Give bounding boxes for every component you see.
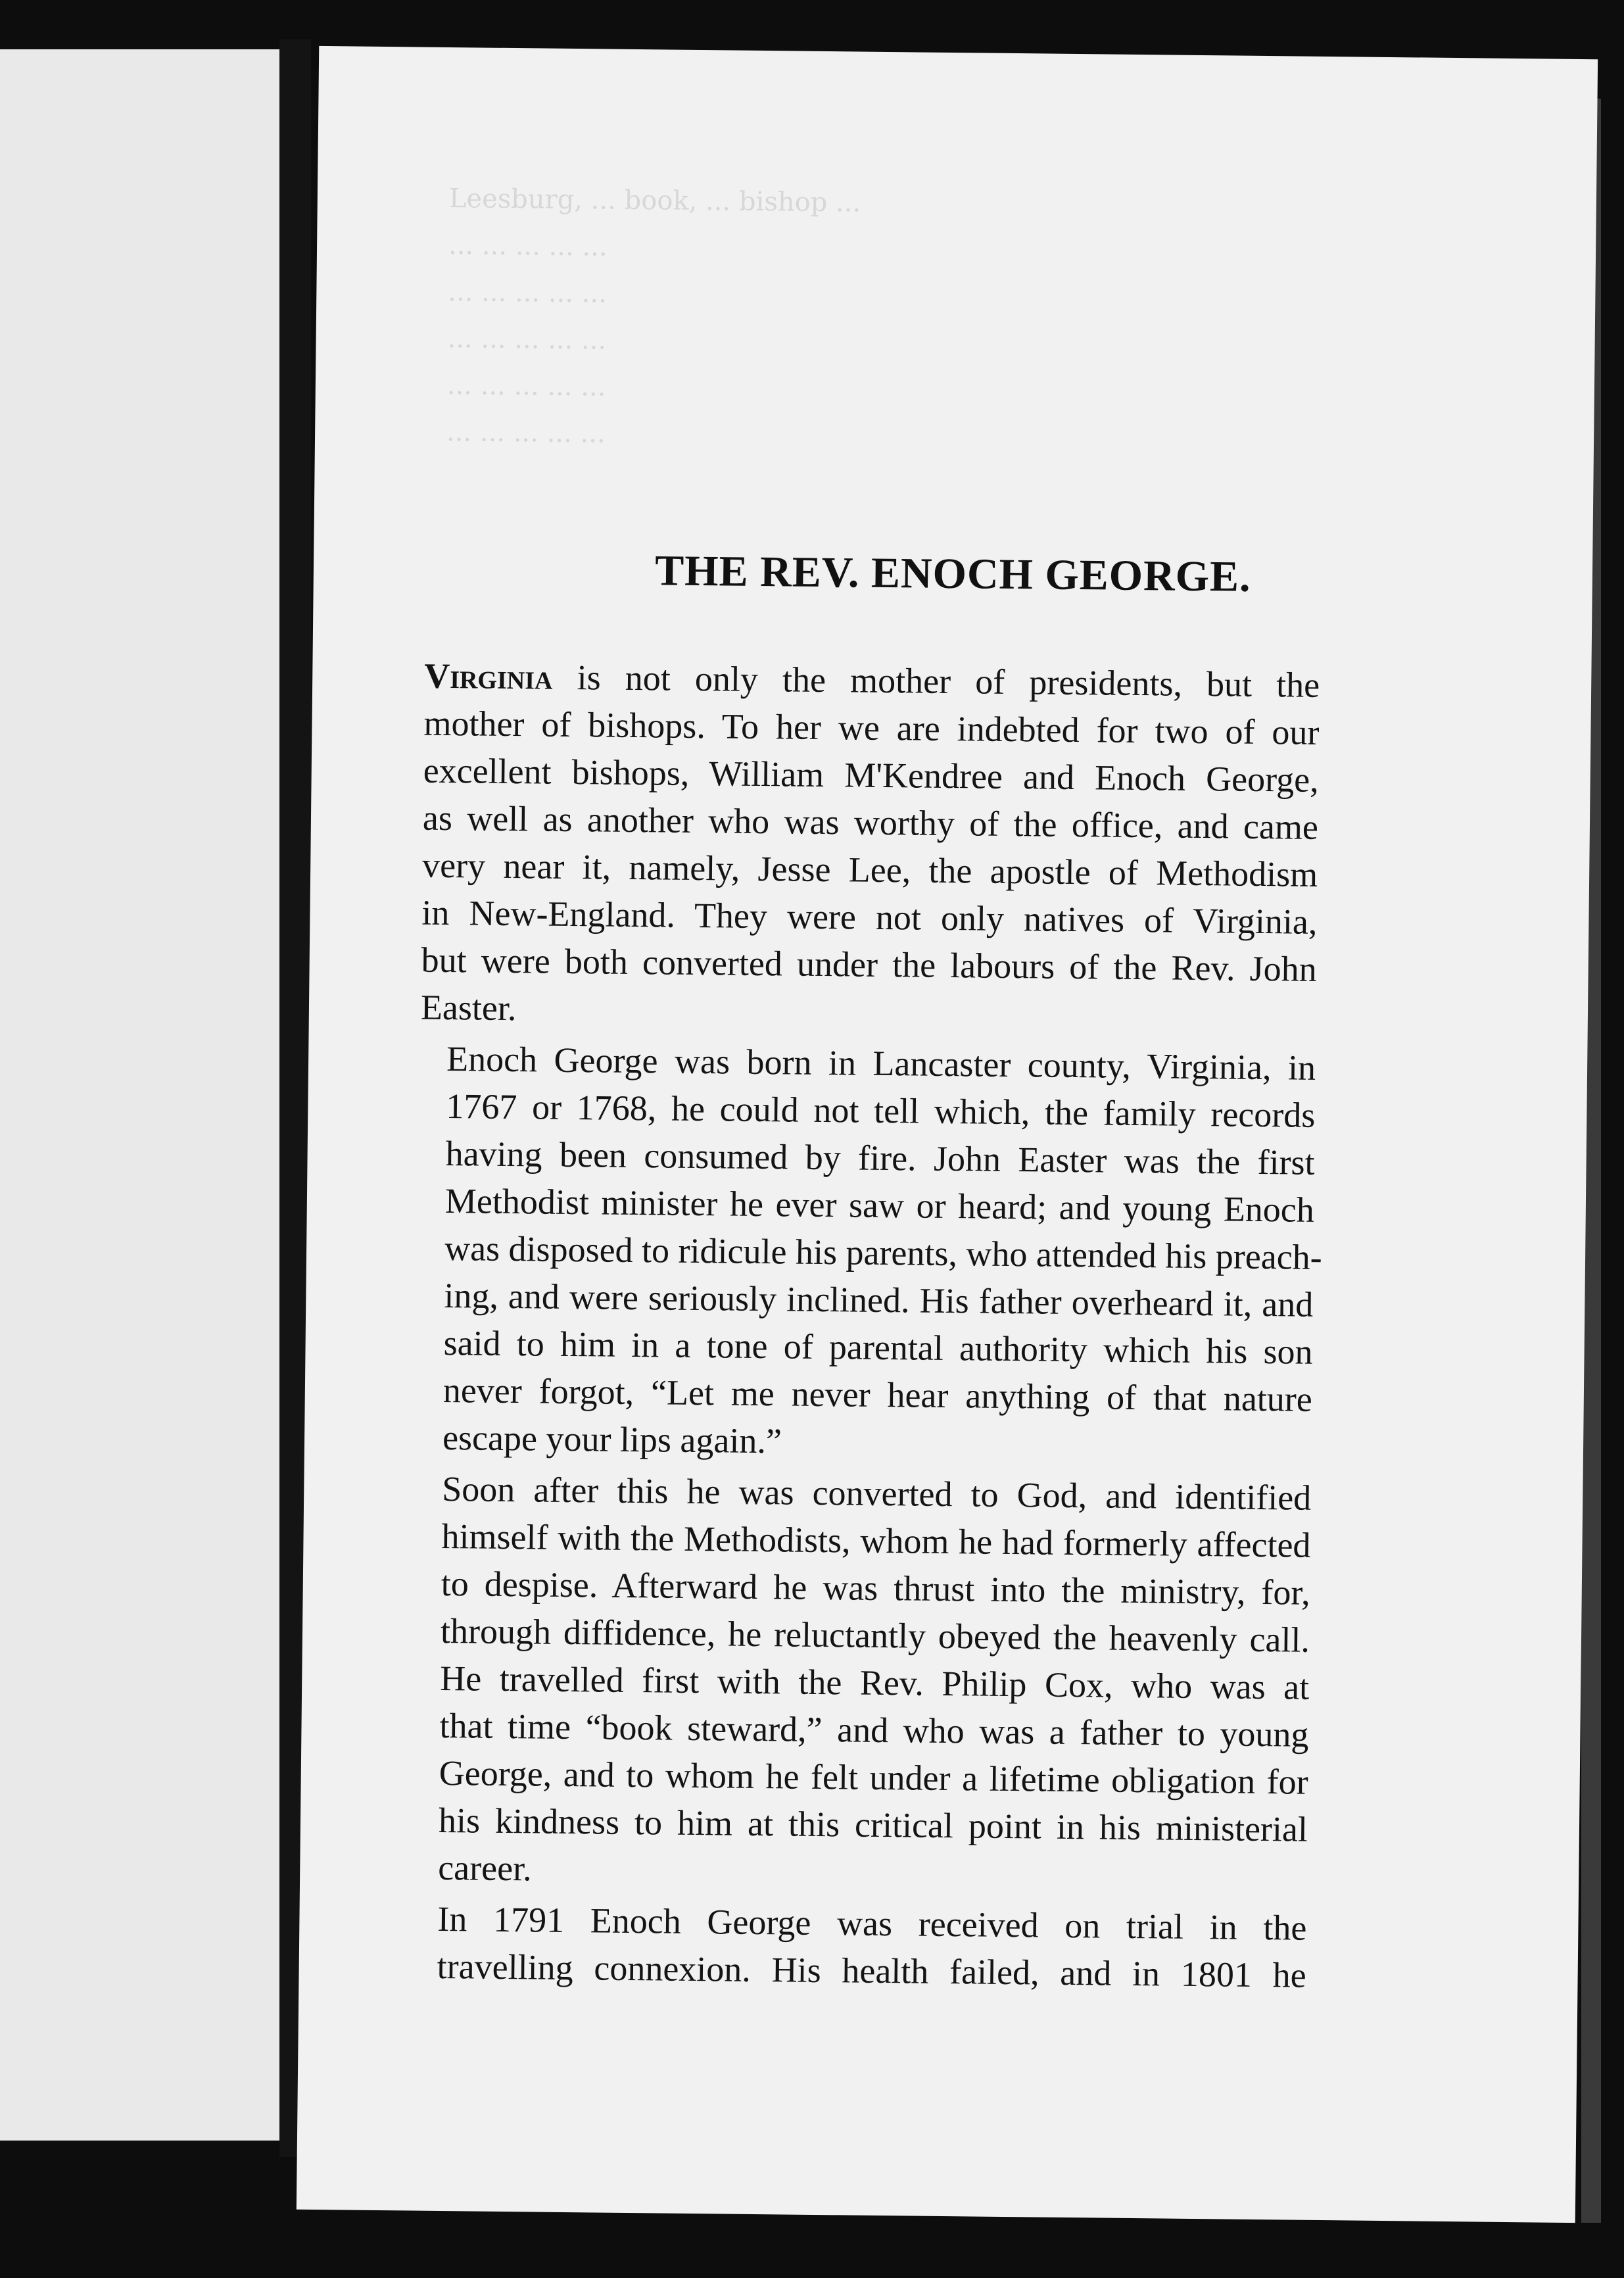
- text-line: Easter.: [420, 987, 517, 1029]
- text-line: having been consumed by fire. John Easter was the first: [445, 1134, 1315, 1182]
- facing-page: [0, 49, 279, 2141]
- text-line: as well as another who was worthy of the office, and came: [422, 798, 1319, 847]
- text-line: George, and to whom he felt under a lifetime obligation for: [439, 1753, 1309, 1802]
- paragraph: [416, 1035, 1323, 1470]
- text-line: but were both converted under the labours of the Rev. John: [421, 940, 1317, 989]
- text-line: through diffidence, he reluctantly obeyed the heavenly call.: [440, 1611, 1310, 1660]
- chapter-title: THE REV. ENOCH GEORGE.: [654, 546, 1252, 601]
- text-line: Soon after this he was converted to God, and identified: [441, 1468, 1312, 1518]
- book-page: [297, 46, 1598, 2223]
- text-line: career.: [437, 1847, 532, 1889]
- text-line: ing, and were seriously inclined. His father overheard it, and: [444, 1276, 1314, 1324]
- text-line: Methodist minister he ever saw or heard; and young Enoch: [444, 1181, 1315, 1230]
- bleed-line: Leesburg, ... book, ... bishop ...: [448, 183, 861, 218]
- text-line: He travelled first with the Rev. Philip Cox, who was at: [439, 1658, 1310, 1707]
- text-line: to despise. Afterward he was thrust into the ministry, for,: [441, 1563, 1311, 1612]
- text-line: excellent bishops, William M'Kendree and Enoch George,: [423, 750, 1319, 800]
- bleed-through-text: [446, 176, 1471, 466]
- text-line: 1767 or 1768, he could not tell which, the family records: [446, 1086, 1316, 1135]
- bleed-line: ... ... ... ... ...: [446, 416, 606, 449]
- text-line: mother of bishops. To her we are indebted for two of our: [423, 703, 1320, 752]
- text-line-rest: is not only the mother of presidents, but the: [552, 657, 1320, 705]
- paragraph: [421, 652, 1320, 1040]
- text-line: his kindness to him at this critical point in his ministerial: [438, 1800, 1308, 1849]
- text-line: that time “book steward,” and who was a father to young: [439, 1705, 1309, 1755]
- text-line: escape your lips again.”: [442, 1417, 782, 1461]
- text-line: Enoch George was born in Lancaster county, Virginia, in: [446, 1039, 1316, 1088]
- text-line: In 1791 Enoch George was received on trial in the: [437, 1899, 1307, 1948]
- text-line: was disposed to ridicule his parents, who attended his preach-: [444, 1228, 1323, 1277]
- paragraph: [410, 1895, 1306, 1999]
- bleed-line: ... ... ... ... ...: [448, 230, 608, 262]
- text-line: very near it, namely, Jesse Lee, the apostle of Methodism: [421, 845, 1318, 894]
- body-text: [410, 652, 1323, 2003]
- text-line: himself with the Methodists, whom he had formerly affected: [441, 1516, 1311, 1565]
- paragraph: [412, 1465, 1312, 1901]
- lead-word: Virginia: [423, 656, 553, 697]
- text-line: never forgot, “Let me never hear anything of that nature: [442, 1370, 1313, 1419]
- text-line: travelling connexion. His health failed, and in 1801 he: [437, 1946, 1306, 1995]
- bleed-line: ... ... ... ... ...: [446, 370, 606, 402]
- text-line: in New-England. They were not only natives of Virginia,: [421, 892, 1318, 942]
- text-line: said to him in a tone of parental authority which his son: [443, 1322, 1313, 1372]
- bleed-line: ... ... ... ... ...: [448, 276, 608, 309]
- bleed-line: ... ... ... ... ...: [447, 323, 607, 356]
